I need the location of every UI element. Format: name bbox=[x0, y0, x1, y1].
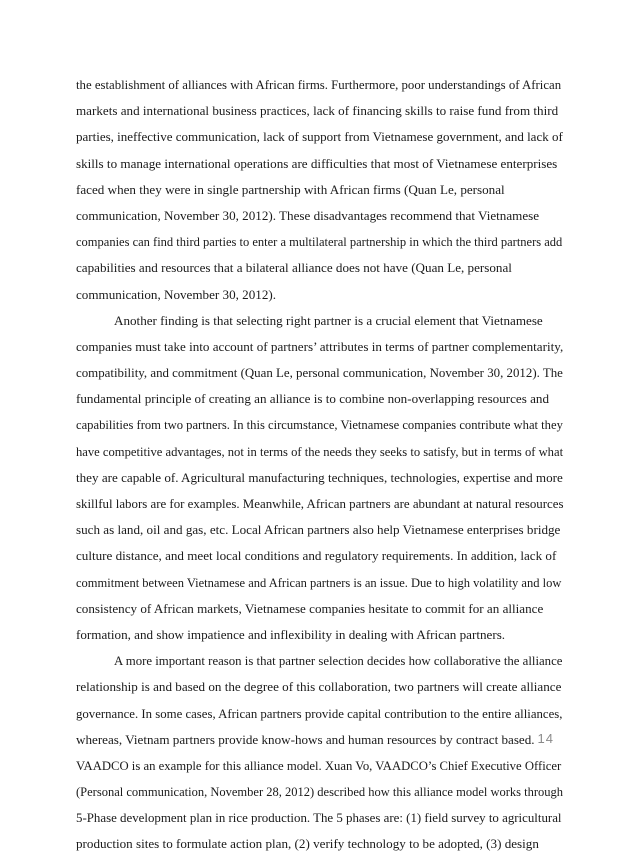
page-number: 14 bbox=[537, 731, 554, 746]
text-line: skills to manage international operations are difficulties that most of Vietnamese enterprises bbox=[76, 155, 558, 171]
text-line: formation, and show impatience and inflexibility in dealing with African partners. bbox=[76, 626, 506, 642]
text-line: have competitive advantages, not in terms of the needs they seeks to satisfy, but in terms of what bbox=[76, 444, 564, 459]
text-line: communication, November 30, 2012). bbox=[76, 286, 276, 302]
text-line: companies must take into account of partners’ attributes in terms of partner complementarity, bbox=[76, 338, 564, 354]
body-text bbox=[76, 72, 564, 858]
text-line: they are capable of. Agricultural manufacturing techniques, technologies, expertise and more bbox=[76, 469, 563, 485]
text-line: faced when they were in single partnership with African firms (Quan Le, personal bbox=[76, 181, 505, 197]
text-line: production sites to formulate action plan, (2) verify technology to be adopted, (3) design bbox=[76, 836, 539, 852]
text-line: relationship is and based on the degree of this collaboration, two partners will create alliance bbox=[76, 679, 562, 695]
text-line: markets and international business practices, lack of financing skills to raise fund from third bbox=[76, 103, 559, 119]
text-line: A more important reason is that partner selection decides how collaborative the alliance bbox=[114, 654, 563, 669]
text-line: culture distance, and meet local conditions and regulatory requirements. In addition, lack of bbox=[76, 548, 557, 564]
text-line: Another finding is that selecting right partner is a crucial element that Vietnamese bbox=[114, 312, 543, 328]
text-line: compatibility, and commitment (Quan Le, personal communication, November 30, 2012). The bbox=[76, 366, 563, 381]
text-line: governance. In some cases, African partners provide capital contribution to the entire alliances, bbox=[76, 706, 563, 721]
text-line: 5-Phase development plan in rice production. The 5 phases are: (1) field survey to agricultural bbox=[76, 811, 562, 826]
text-line: skillful labors are for examples. Meanwhile, African partners are abundant at natural resources bbox=[76, 497, 564, 511]
text-line: commitment between Vietnamese and African partners is an issue. Due to high volatility and low bbox=[76, 575, 562, 590]
text-line: VAADCO is an example for this alliance model. Xuan Vo, VAADCO’s Chief Executive Officer bbox=[76, 758, 562, 773]
text-line: the establishment of alliances with African firms. Furthermore, poor understandings of African bbox=[76, 78, 562, 92]
text-line: (Personal communication, November 28, 2012) described how this alliance model works through bbox=[76, 785, 564, 800]
text-line: such as land, oil and gas, etc. Local African partners also help Vietnamese enterprises bridge bbox=[76, 522, 561, 538]
text-line: companies can find third parties to enter a multilateral partnership in which the third partners add bbox=[76, 235, 563, 250]
text-line: whereas, Vietnam partners provide know-hows and human resources by contract based. bbox=[76, 731, 535, 747]
text-line: parties, ineffective communication, lack of support from Vietnamese government, and lack of bbox=[76, 129, 563, 145]
text-line: capabilities and resources that a bilateral alliance does not have (Quan Le, personal bbox=[76, 260, 512, 276]
text-line: capabilities from two partners. In this circumstance, Vietnamese companies contribute what they bbox=[76, 418, 563, 433]
text-line: communication, November 30, 2012). These disadvantages recommend that Vietnamese bbox=[76, 207, 540, 223]
text-line: fundamental principle of creating an alliance is to combine non-overlapping resources and bbox=[76, 391, 550, 407]
text-line: consistency of African markets, Vietnamese companies hesitate to commit for an alliance bbox=[76, 600, 544, 616]
